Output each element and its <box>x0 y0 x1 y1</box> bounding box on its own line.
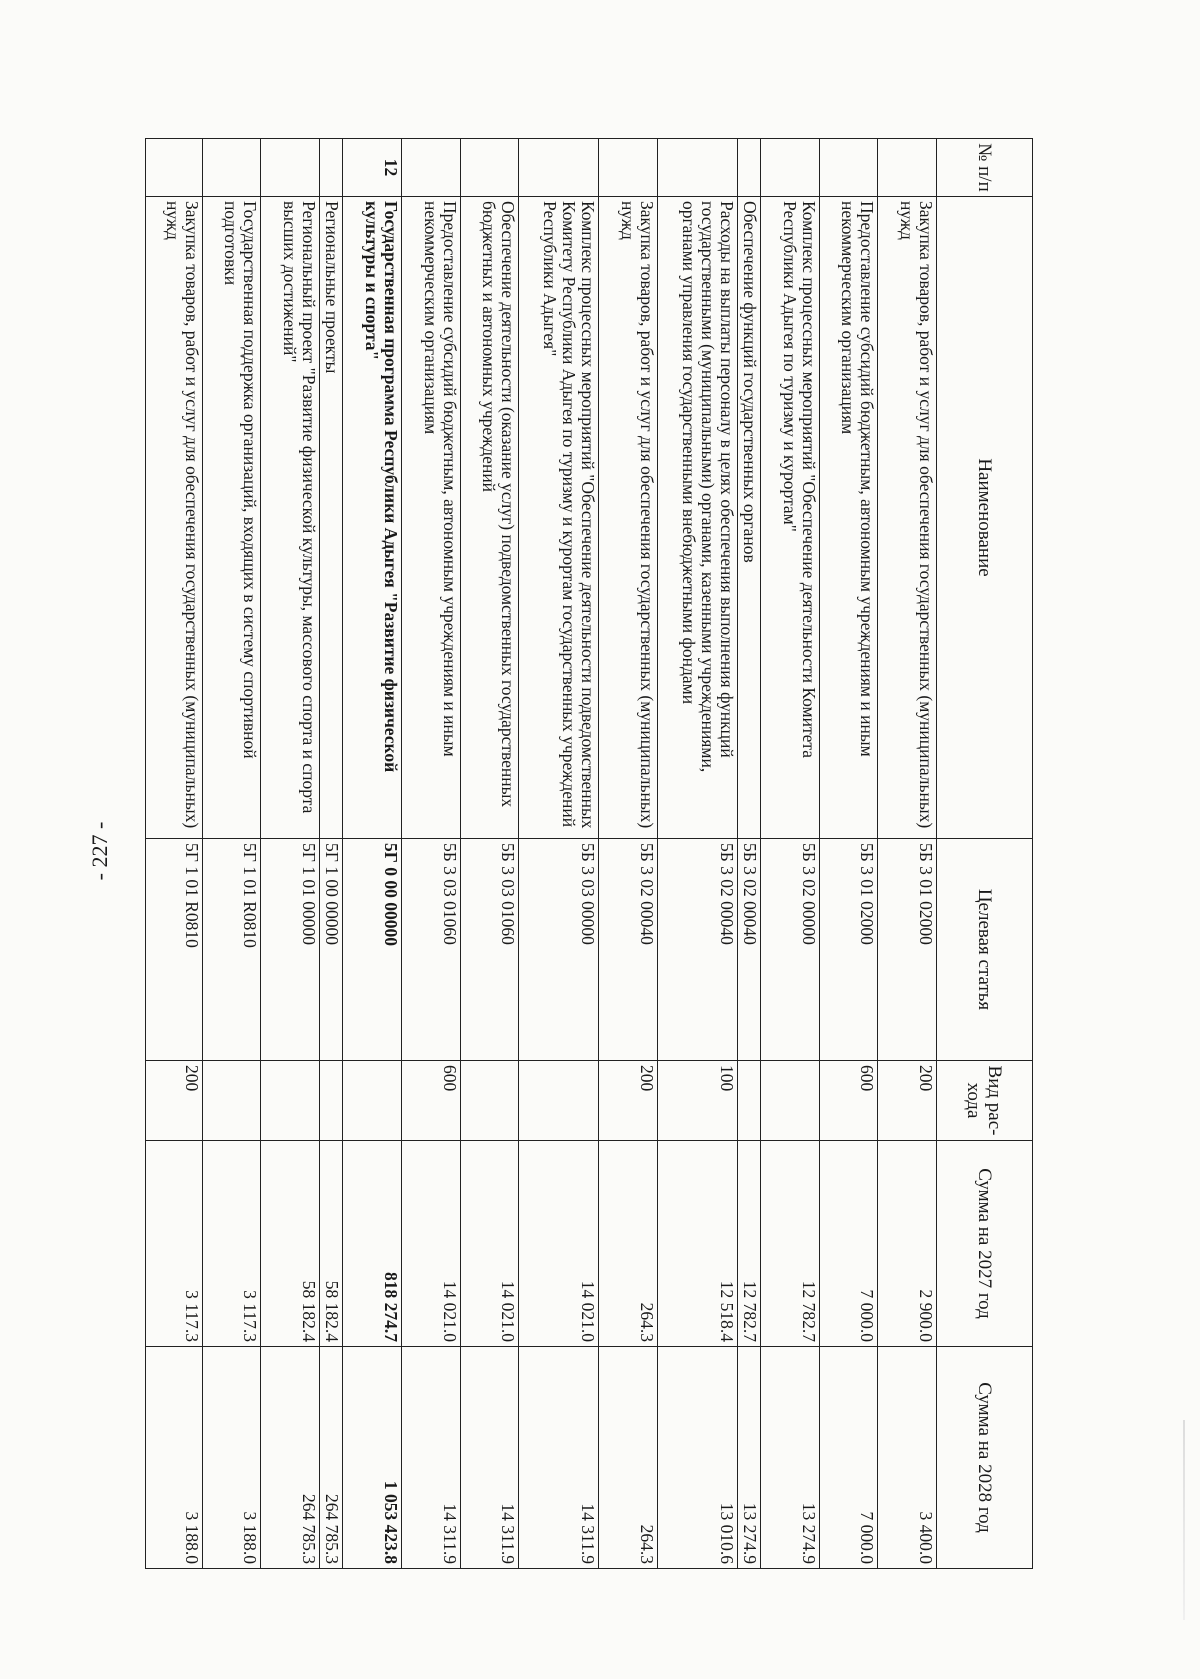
table-row <box>261 139 320 1569</box>
row-expense-kind: 200 <box>146 1061 203 1141</box>
table-row <box>402 139 461 1569</box>
row-number <box>202 139 261 197</box>
row-sum-2028: 14 311.9 <box>402 1347 461 1569</box>
row-sum-2027: 14 021.0 <box>460 1141 519 1347</box>
row-expense-kind: 600 <box>402 1061 461 1141</box>
table-row <box>320 139 343 1569</box>
row-sum-2027: 14 021.0 <box>519 1141 599 1347</box>
row-sum-2028: 13 010.6 <box>657 1347 737 1569</box>
row-number <box>519 139 599 197</box>
row-name: Предоставление субсидий бюджетным, автономным учреждениям и иным некоммерческим организациям <box>819 197 878 839</box>
row-number <box>146 139 203 197</box>
table-row <box>460 139 519 1569</box>
header-sum-2027: Сумма на 2027 год <box>937 1141 1033 1347</box>
row-sum-2028: 3 188.0 <box>146 1347 203 1569</box>
row-sum-2027: 264.3 <box>599 1141 658 1347</box>
row-sum-2027: 12 782.7 <box>737 1141 760 1347</box>
row-sum-2027: 14 021.0 <box>402 1141 461 1347</box>
row-sum-2028: 14 311.9 <box>460 1347 519 1569</box>
row-name: Комплекс процессных мероприятий "Обеспечение деятельности Комитета Республики Адыгея по туризму и курортам" <box>761 197 820 839</box>
row-number <box>261 139 320 197</box>
row-target-article: 5Б 3 02 00040 <box>599 839 658 1061</box>
row-sum-2028: 3 188.0 <box>202 1347 261 1569</box>
row-target-article: 5Б 3 02 00040 <box>657 839 737 1061</box>
row-sum-2027: 818 274.7 <box>343 1141 402 1347</box>
header-sum-2028: Сумма на 2028 год <box>937 1347 1033 1569</box>
table-row <box>878 139 937 1569</box>
table-row <box>761 139 820 1569</box>
row-target-article: 5Б 3 02 00040 <box>737 839 760 1061</box>
row-name: Государственная программа Республики Адыгея "Развитие физической культуры и спорта" <box>343 197 402 839</box>
row-expense-kind <box>320 1061 343 1141</box>
row-name: Региональные проекты <box>320 197 343 839</box>
row-target-article: 5Б 3 01 02000 <box>878 839 937 1061</box>
row-sum-2028: 7 000.0 <box>819 1347 878 1569</box>
row-target-article: 5Г 1 00 00000 <box>320 839 343 1061</box>
scan-artifact <box>1183 1420 1185 1620</box>
row-sum-2027: 3 117.3 <box>202 1141 261 1347</box>
row-expense-kind <box>261 1061 320 1141</box>
header-num: № п/п <box>937 139 1033 197</box>
row-number <box>819 139 878 197</box>
row-name: Региональный проект "Развитие физической культуры, массового спорта и спорта высших достижений" <box>261 197 320 839</box>
row-expense-kind <box>519 1061 599 1141</box>
header-kind: Вид рас-хода <box>937 1061 1033 1141</box>
row-sum-2028: 3 400.0 <box>878 1347 937 1569</box>
row-name: Закупка товаров, работ и услуг для обеспечения государственных (муниципальных) нужд <box>599 197 658 839</box>
row-name: Государственная поддержка организаций, входящих в систему спортивной подготовки <box>202 197 261 839</box>
table-row <box>343 139 402 1569</box>
row-number <box>657 139 737 197</box>
row-number <box>761 139 820 197</box>
row-sum-2027: 7 000.0 <box>819 1141 878 1347</box>
page-number: - 227 - <box>87 821 112 881</box>
table-row <box>519 139 599 1569</box>
row-sum-2027: 58 182.4 <box>261 1141 320 1347</box>
row-number <box>878 139 937 197</box>
budget-table <box>145 138 1033 1569</box>
table-header-row <box>937 139 1033 1569</box>
row-name: Обеспечение функций государственных органов <box>737 197 760 839</box>
row-name: Комплекс процессных мероприятий "Обеспечение деятельности подведомственных Комитету Республики Адыгея по туризму и курортам государственных учреждений Республики Адыгея" <box>519 197 599 839</box>
row-expense-kind <box>202 1061 261 1141</box>
row-sum-2027: 12 518.4 <box>657 1141 737 1347</box>
row-number <box>599 139 658 197</box>
row-target-article: 5Г 0 00 00000 <box>343 839 402 1061</box>
row-expense-kind <box>343 1061 402 1141</box>
row-sum-2028: 13 274.9 <box>737 1347 760 1569</box>
table-row <box>737 139 760 1569</box>
row-expense-kind: 100 <box>657 1061 737 1141</box>
row-name: Закупка товаров, работ и услуг для обеспечения государственных (муниципальных) нужд <box>878 197 937 839</box>
row-sum-2028: 13 274.9 <box>761 1347 820 1569</box>
row-sum-2028: 264.3 <box>599 1347 658 1569</box>
row-name: Предоставление субсидий бюджетным, автономным учреждениям и иным некоммерческим организациям <box>402 197 461 839</box>
row-sum-2028: 14 311.9 <box>519 1347 599 1569</box>
row-sum-2028: 264 785.3 <box>320 1347 343 1569</box>
row-expense-kind <box>737 1061 760 1141</box>
table-row <box>202 139 261 1569</box>
row-sum-2027: 12 782.7 <box>761 1141 820 1347</box>
budget-table-container <box>145 138 1033 1568</box>
table-body <box>146 139 937 1569</box>
row-target-article: 5Б 3 02 00000 <box>761 839 820 1061</box>
row-sum-2028: 1 053 423.8 <box>343 1347 402 1569</box>
row-sum-2027: 58 182.4 <box>320 1141 343 1347</box>
table-row <box>599 139 658 1569</box>
header-target: Целевая статья <box>937 839 1033 1061</box>
row-number <box>320 139 343 197</box>
row-name: Расходы на выплаты персоналу в целях обеспечения выполнения функций государственными (муниципальными) органами, казенными учреждениями, органами управления государственными внебюджетными фондами <box>657 197 737 839</box>
row-sum-2027: 3 117.3 <box>146 1141 203 1347</box>
row-expense-kind: 200 <box>599 1061 658 1141</box>
table-row <box>146 139 203 1569</box>
row-name: Закупка товаров, работ и услуг для обеспечения государственных (муниципальных) нужд <box>146 197 203 839</box>
row-expense-kind <box>761 1061 820 1141</box>
row-expense-kind <box>460 1061 519 1141</box>
row-target-article: 5Б 3 03 01060 <box>460 839 519 1061</box>
row-target-article: 5Б 3 01 02000 <box>819 839 878 1061</box>
row-target-article: 5Г 1 01 00000 <box>261 839 320 1061</box>
row-target-article: 5Г 1 01 R0810 <box>202 839 261 1061</box>
row-target-article: 5Г 1 01 R0810 <box>146 839 203 1061</box>
header-name: Наименование <box>937 197 1033 839</box>
row-number: 12 <box>343 139 402 197</box>
row-name: Обеспечение деятельности (оказание услуг) подведомственных государственных бюджетных и автономных учреждений <box>460 197 519 839</box>
row-target-article: 5Б 3 03 00000 <box>519 839 599 1061</box>
table-row <box>819 139 878 1569</box>
row-sum-2027: 2 900.0 <box>878 1141 937 1347</box>
row-target-article: 5Б 3 03 01060 <box>402 839 461 1061</box>
row-number <box>737 139 760 197</box>
row-sum-2028: 264 785.3 <box>261 1347 320 1569</box>
table-row <box>657 139 737 1569</box>
row-expense-kind: 200 <box>878 1061 937 1141</box>
row-expense-kind: 600 <box>819 1061 878 1141</box>
row-number <box>402 139 461 197</box>
row-number <box>460 139 519 197</box>
